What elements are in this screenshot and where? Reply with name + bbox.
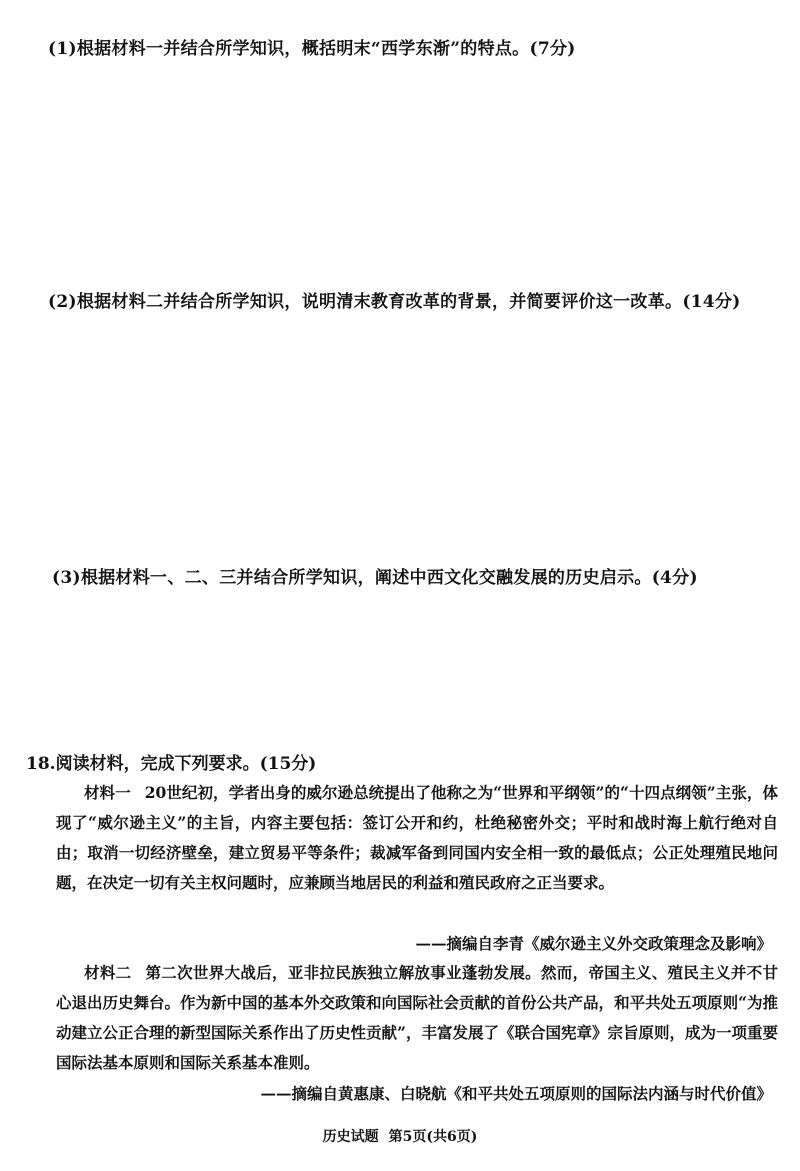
material-2 <box>56 958 778 1078</box>
page-footer <box>0 1126 800 1146</box>
question-18-title: 18.阅读材料，完成下列要求。(15分) <box>26 754 317 774</box>
material-1-text: 20世纪初，学者出身的威尔逊总统提出了他称之为“世界和平纲领”的“十四点纲领”主张，体现了“威尔逊主义”的主旨，内容主要包括：签订公开和约，杜绝秘密外交；平时和战时海上航行绝对自由；取消一切经济壁垒，建立贸易平等条件；裁减军备到同国内安全相一致的最低点；公正处理殖民地问题，在决定一切有关主权问题时，应兼顾当地居民的利益和殖民政府之正当要求。 <box>56 783 778 892</box>
material-1-source: ——摘编自李青《威尔逊主义外交政策理念及影响》 <box>415 934 772 953</box>
material-1 <box>56 778 778 898</box>
question-1: (1)根据材料一并结合所学知识，概括明末“西学东渐”的特点。(7分) <box>48 39 576 59</box>
question-2: (2)根据材料二并结合所学知识，说明清末教育改革的背景，并简要评价这一改革。(14分) <box>48 292 741 312</box>
footer-page-number: 第5页(共6页) <box>388 1129 478 1145</box>
question-3: (3)根据材料一、二、三并结合所学知识，阐述中西文化交融发展的历史启示。(4分) <box>52 568 698 588</box>
footer-subject: 历史试题 <box>322 1129 379 1145</box>
material-2-text: 第二次世界大战后，亚非拉民族独立解放事业蓬勃发展。然而，帝国主义、殖民主义并不甘心退出历史舞台。作为新中国的基本外交政策和向国际社会贡献的首份公共产品，和平共处五项原则“为推动建立公正合理的新型国际关系作出了历史性贡献”，丰富发展了《联合国宪章》宗旨原则，成为一项重要国际法基本原则和国际关系基本准则。 <box>56 963 778 1072</box>
material-1-label: 材料一 <box>84 783 131 802</box>
material-2-source: ——摘编自黄惠康、白晓航《和平共处五项原则的国际法内涵与时代价值》 <box>260 1084 772 1103</box>
material-2-label: 材料二 <box>84 963 132 982</box>
